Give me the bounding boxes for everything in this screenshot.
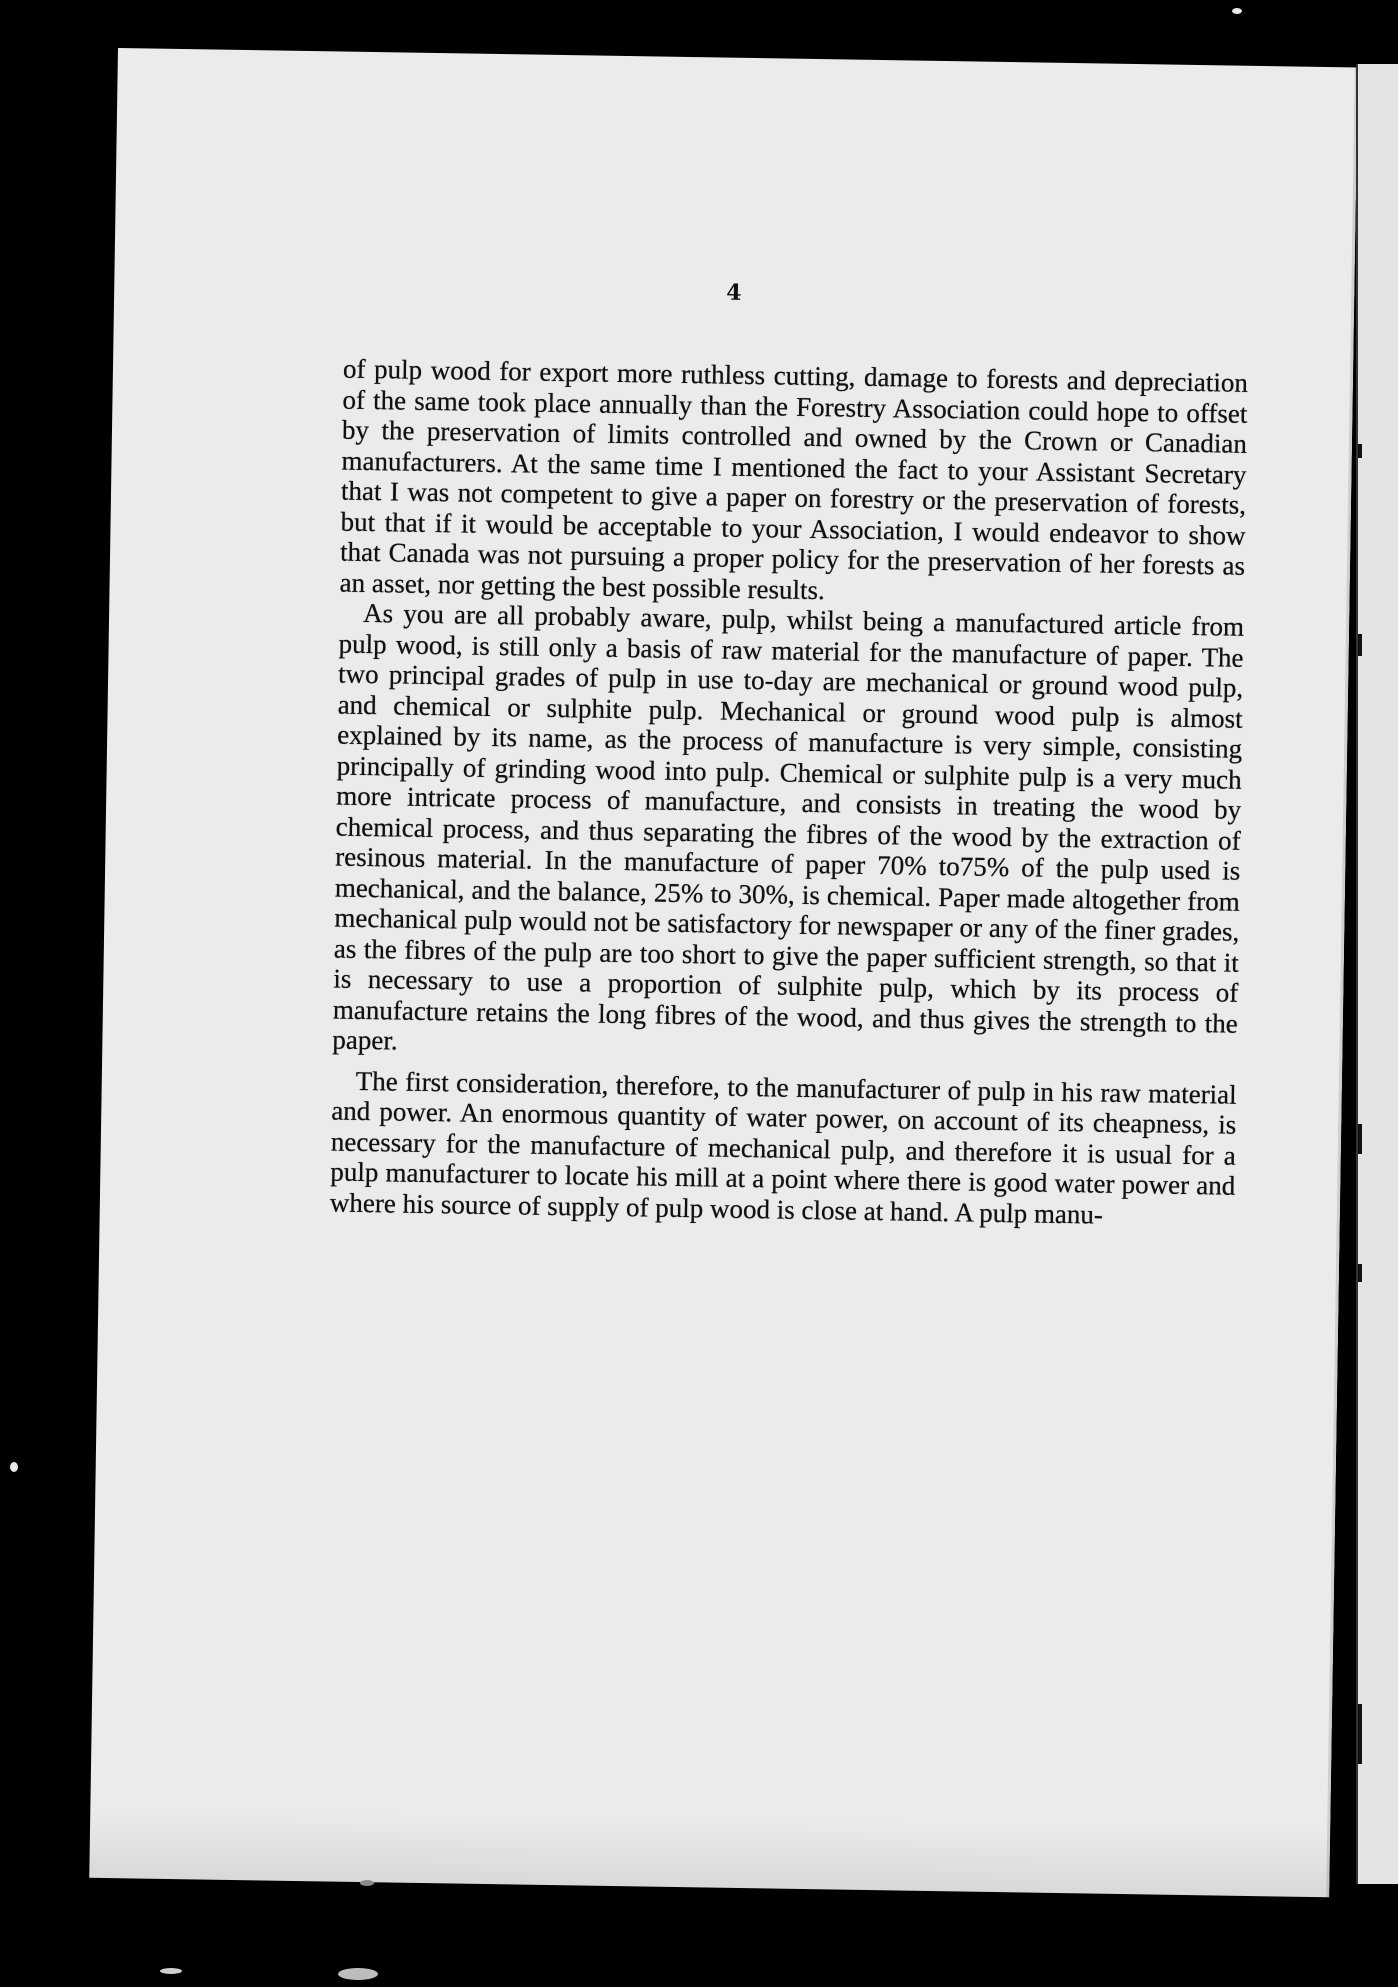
paragraph-1: of pulp wood for export more ruthless cutting, damage to forests and depreciation of the same took place annually than the Forestry Association could hope to offset by the preservation of limits controlled and owned by the Crown or Canadian manufacturers. At the same time I mentioned the fact to your Assistant Secretary that I was not competent to give a paper on forestry or the preservation of forests, but that if it would be acceptable to your Association, I would endeavor to show that Canada was not pursuing a proper policy for the preservation of her forests as an asset, nor getting the best possible results. xyxy=(339,353,1249,605)
margin-mark xyxy=(1358,634,1362,656)
margin-mark xyxy=(1358,1264,1362,1282)
margin-mark xyxy=(1358,1124,1362,1154)
paragraph-3: The first consideration, therefore, to the manufacturer of pulp in his raw material and power. An enormous quantity of water power, on account of its cheapness, is necessary for the manufacture of mechanical pulp, and therefore it is usual for a pulp manufacturer to locate his mill at a point where there is good water power and where his source of supply of pulp wood is close at hand. A pulp manu- xyxy=(329,1065,1237,1230)
scan-speck xyxy=(160,1968,182,1974)
page-number: 4 xyxy=(726,279,742,306)
paragraph-2: As you are all probably aware, pulp, whilst being a manufactured article from pulp wood, is still only a basis of raw material for the manufacture of paper. The two principal grades of pulp in use to-day are mechanical or ground wood pulp, and chemical or sulphite pulp. Mechanical or ground wood pulp is almost explained by its name, as the process of manufacture is very simple, consisting principally of grinding wood into pulp. Chemical or sulphite pulp is a very much more intricate process of manufacture, and consists in treating the wood by chemical process, and thus separating the fibres of the wood by the extraction of resinous material. In the manufacture of paper 70% to75% of the pulp used is mechanical, and the balance, 25% to 30%, is chemical. Paper made altogether from mechanical pulp would not be satisfactory for newspaper or any of the finer grades, as the fibres of the pulp are too short to give the paper sufficient strength, so that it is necessary to use a proportion of sulphite pulp, which by its process of manufacture retains the long fibres of the wood, and thus gives the strength to the paper. xyxy=(332,597,1245,1056)
margin-mark xyxy=(1358,444,1362,458)
body-text xyxy=(330,354,1248,1232)
scan-speck xyxy=(338,1968,378,1980)
scan-speck xyxy=(1232,8,1242,14)
document-page xyxy=(89,48,1358,1897)
scan-speck xyxy=(10,1462,18,1472)
margin-mark xyxy=(1358,1704,1362,1764)
facing-page-edge xyxy=(1356,64,1398,1884)
scan-speck xyxy=(360,1880,374,1886)
